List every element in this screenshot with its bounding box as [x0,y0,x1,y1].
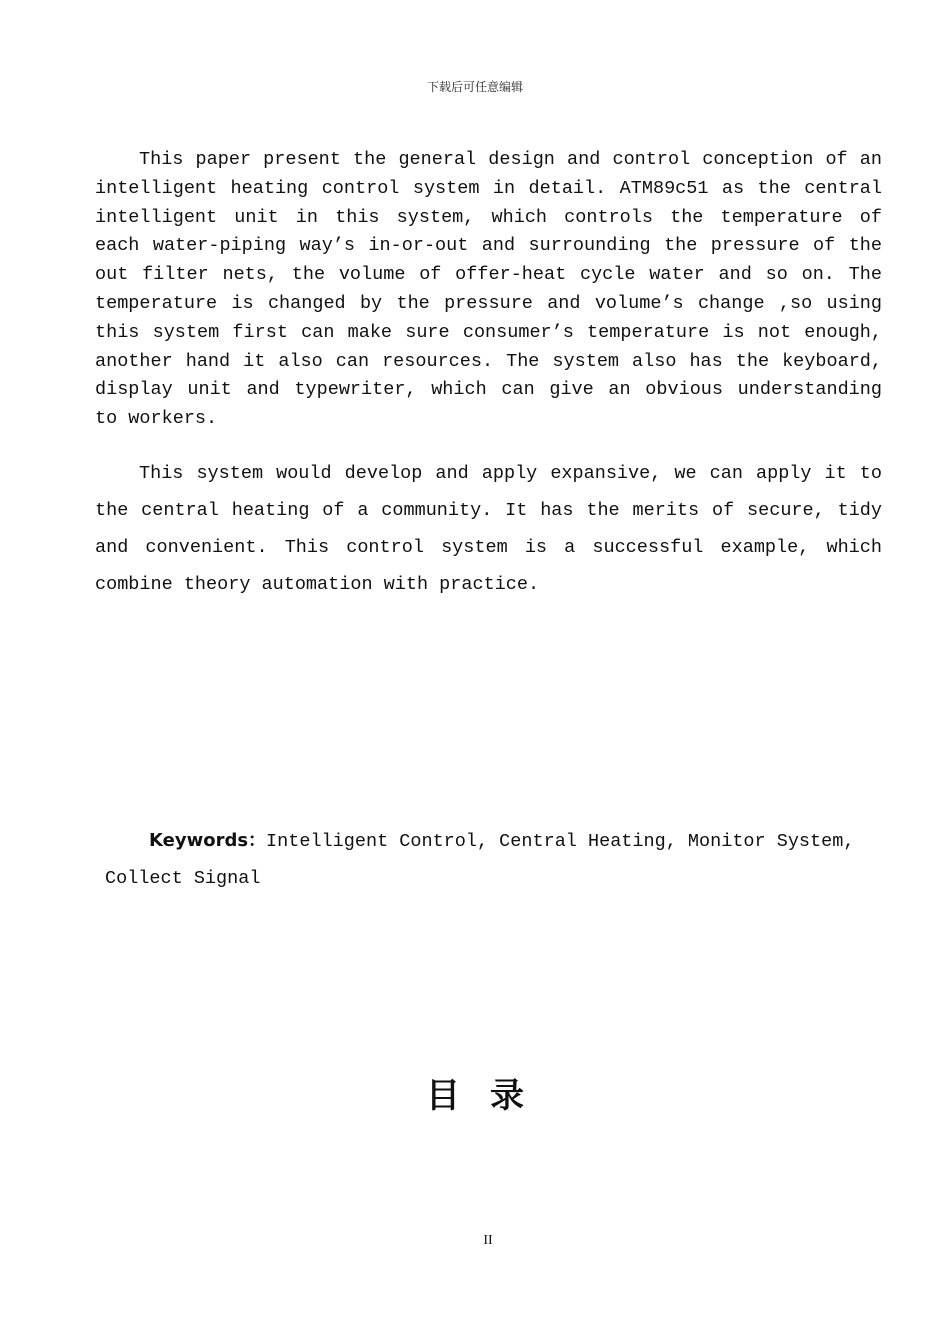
abstract-paragraph-2: This system would develop and apply expansive, we can apply it to the central heating of a community. It has the merits of secure, tidy and convenient. This control system is a successful example, which combine theory automation with practice. [95,463,882,595]
keywords-line [105,822,865,897]
toc-title: 目录 [426,1076,554,1116]
keywords-label: Keywords： [149,830,267,851]
page-header-note: 下载后可任意编辑 [426,80,523,94]
keywords-text: Intelligent Control, Central Heating, Monitor System, Collect Signal [105,831,855,889]
abstract-paragraph-1: This paper present the general design and control conception of an intelligent heating control system in detail. ATM89c51 as the central intelligent unit in this system, which controls the temperature of each water-piping way’s in-or-out and surrounding the pressure of the out filter nets, the volume of offer-heat cycle water and so on. The temperature is changed by the pressure and volume’s change ,so using this system first can make sure consumer’s temperature is not enough, another hand it also can resources. The system also has the keyboard, display unit and typewriter, which can give an obvious understanding to workers. [95,149,882,430]
page-number: II [483,1233,493,1248]
